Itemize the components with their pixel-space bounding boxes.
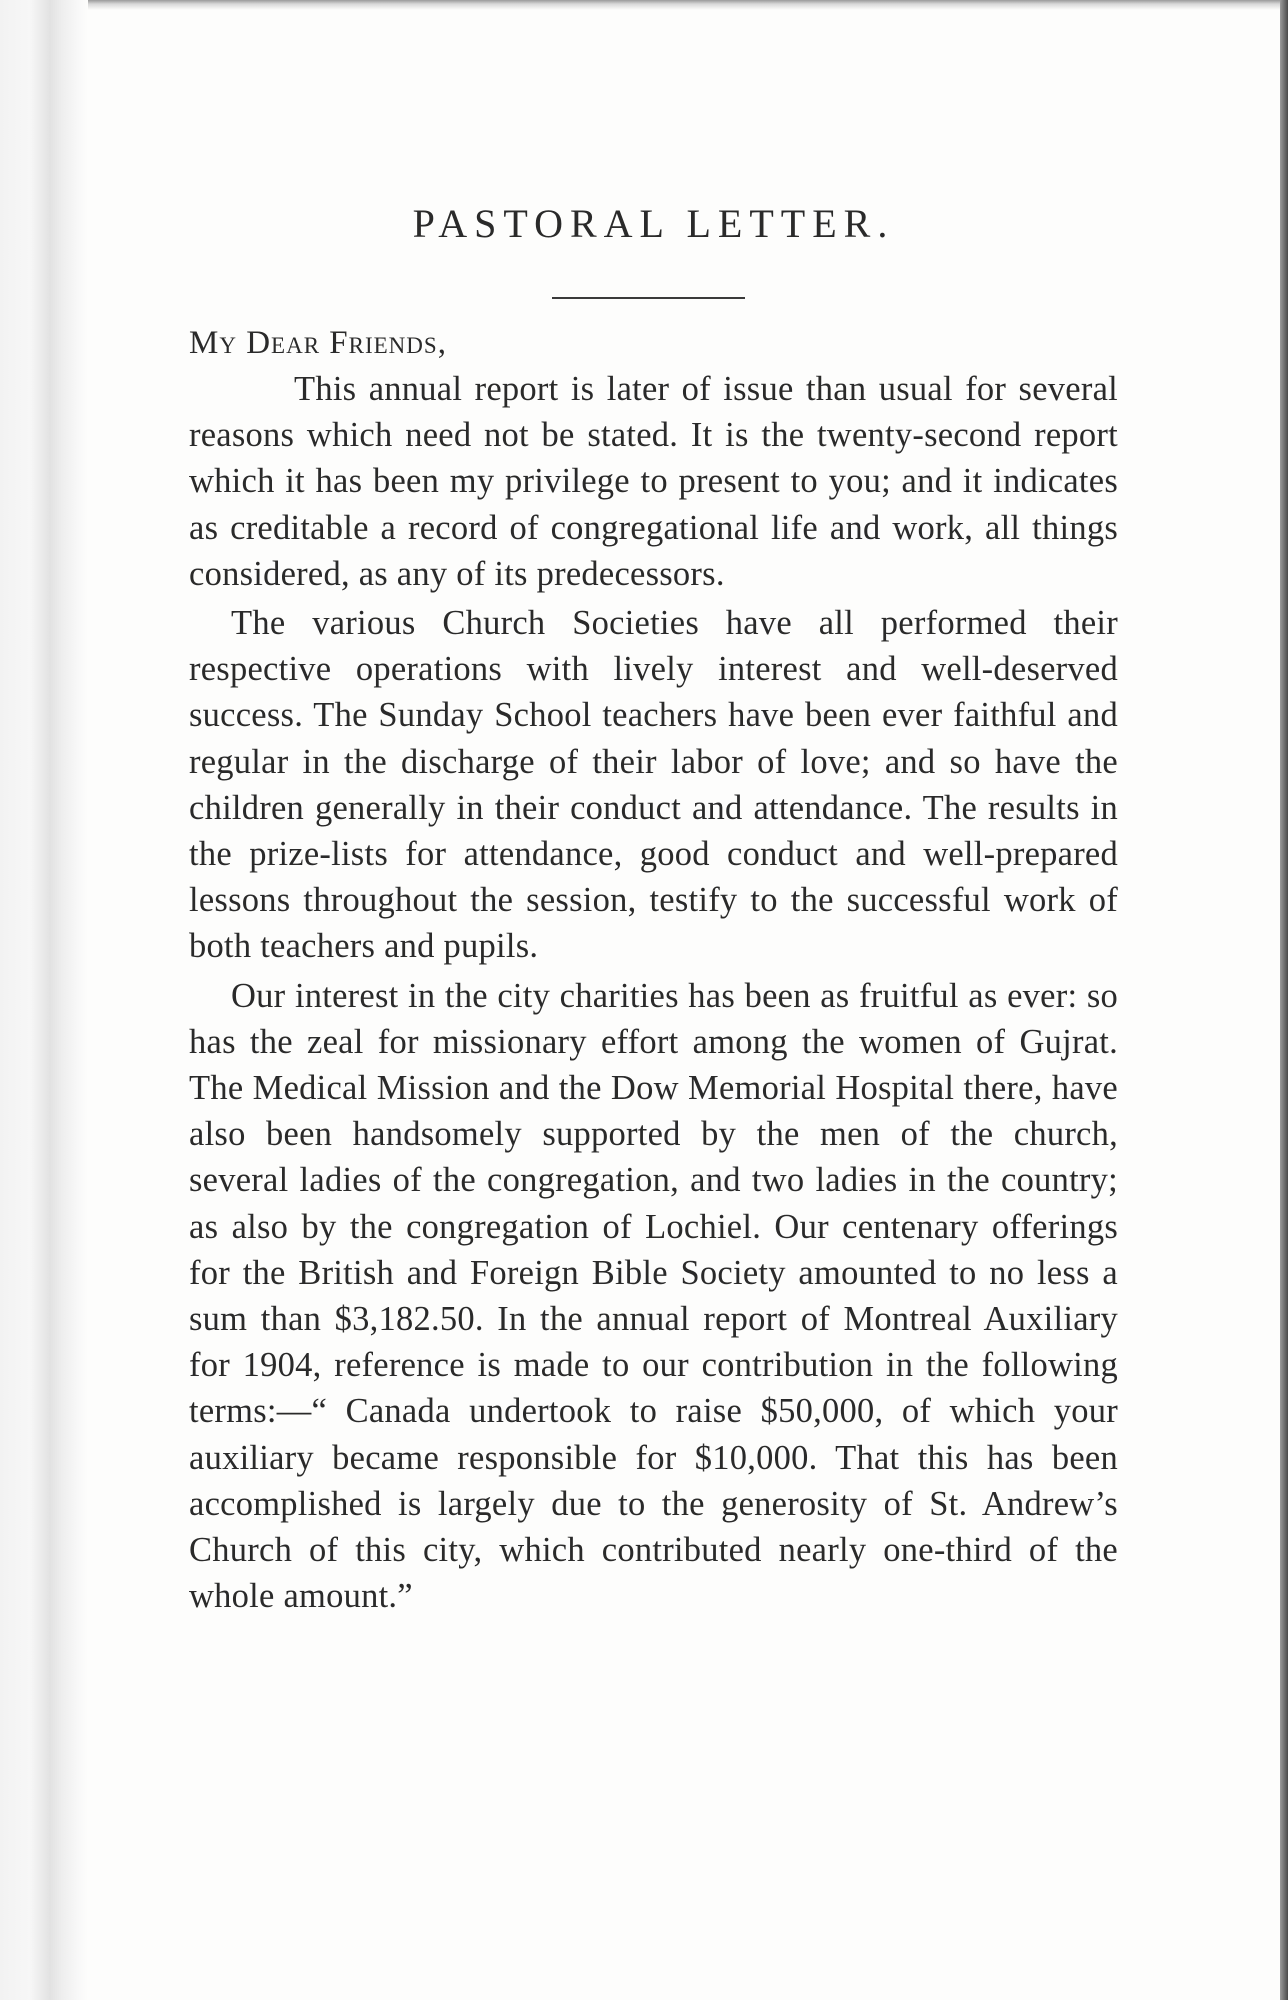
salutation: My Dear Friends, (189, 325, 447, 361)
page-title: PASTORAL LETTER. (412, 201, 895, 246)
paragraph-2: The various Church Societies have all performed their respective operations with lively interest and well-deserved success. The Sunday School teachers have been ever faithful and regular in the discharge of their labor of love; and so have the children generally in their conduct and attendance. The results in the prize-lists for attendance, good conduct and well-prepared lessons throughout the session, testify to the successful work of both teachers and pupils. (189, 604, 1118, 966)
page-right-edge (1280, 0, 1288, 2000)
paragraph-3: Our interest in the city charities has been as fruitful as ever: so has the zeal for missionary effort among the women of Gujrat. The Medical Mission and the Dow Memorial Hospital there, have also been handsomely supported by the men of the church, several ladies of the congregation, and two ladies in the country; as also by the congregation of Lochiel. Our centenary offerings for the British and Foreign Bible Society amounted to no less a sum than $3,182.50. In the annual report of Montreal Auxiliary for 1904, reference is made to our contribution in the following terms:—“ Canada undertook to raise $50,000, of which your auxiliary became responsible for $10,000. That this has been accomplished is largely due to the generosity of St. Andrew’s Church of this city, which contributed nearly one-third of the whole amount.” (189, 976, 1118, 1616)
title-divider (552, 297, 745, 299)
letter-body (189, 366, 1118, 1622)
page-top-edge (0, 0, 1288, 10)
page-binding-edge (0, 0, 88, 2000)
paragraph-1: This annual report is later of issue than usual for several reasons which need not be stated. It is the twenty-second report which it has been my privilege to present to you; and it indicates as creditable a record of congregational life and work, all things considered, as any of its predecessors. (189, 370, 1118, 593)
